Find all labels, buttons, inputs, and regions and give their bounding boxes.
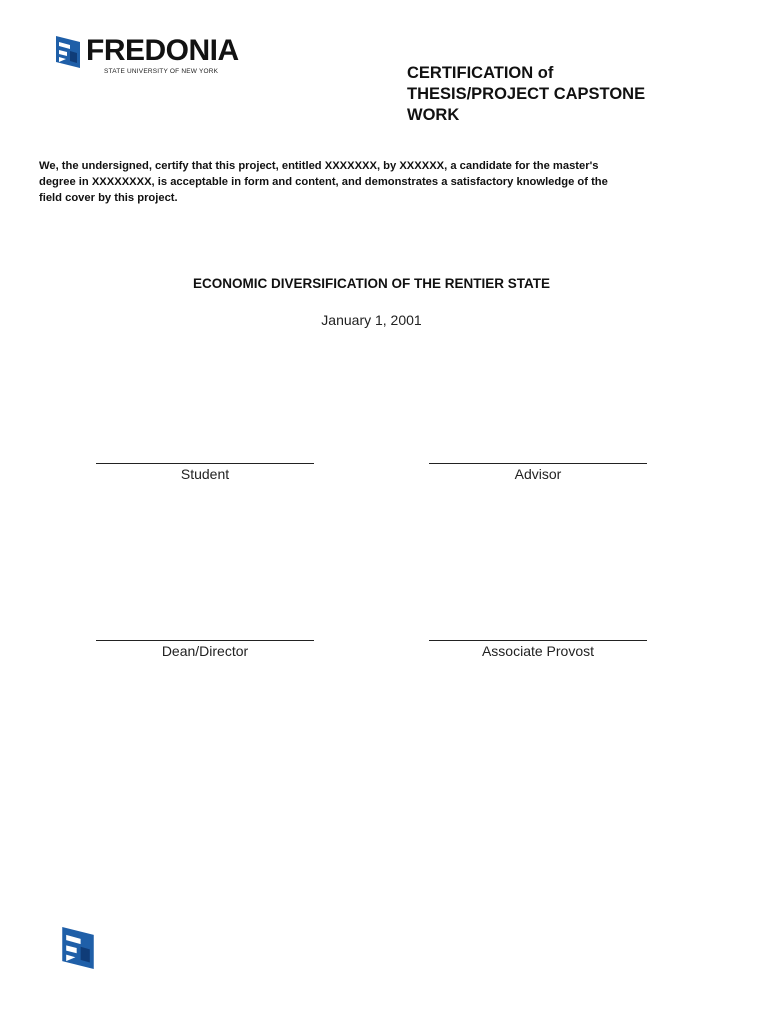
certification-statement [39, 158, 689, 206]
certification-title [407, 63, 727, 126]
project-date: January 1, 2001 [321, 312, 422, 328]
signature-line [96, 463, 314, 464]
signature-provost [429, 640, 647, 659]
fredonia-mark-icon [56, 36, 80, 68]
certification-title-line: THESIS/PROJECT CAPSTONE [407, 85, 646, 103]
project-title: ECONOMIC DIVERSIFICATION OF THE RENTIER STATE [192, 276, 550, 291]
signature-label-student: Student [180, 466, 230, 482]
signature-label-dean: Dean/Director [161, 643, 249, 659]
logo-wordmark: FREDONIA [86, 34, 239, 67]
signature-line [429, 463, 647, 464]
statement-line: degree in XXXXXXXX, is acceptable in form and content, and demonstrates a satisfactory knowledge of the [39, 176, 608, 188]
statement-line: We, the undersigned, certify that this project, entitled XXXXXXX, by XXXXXX, a candidate for the master's [39, 160, 599, 172]
fredonia-mark-icon [62, 927, 94, 969]
statement-line: field cover by this project. [39, 192, 178, 204]
signature-advisor [429, 463, 647, 482]
logo-subtitle: STATE UNIVERSITY OF NEW YORK [104, 68, 219, 75]
signature-dean [96, 640, 314, 659]
signature-line [429, 640, 647, 641]
signature-label-advisor: Advisor [514, 466, 562, 482]
signature-student [96, 463, 314, 482]
certification-title-line: CERTIFICATION of [407, 64, 554, 82]
signature-label-provost: Associate Provost [481, 643, 595, 659]
signature-line [96, 640, 314, 641]
fredonia-logo [56, 36, 246, 80]
certification-title-line: WORK [407, 106, 460, 124]
